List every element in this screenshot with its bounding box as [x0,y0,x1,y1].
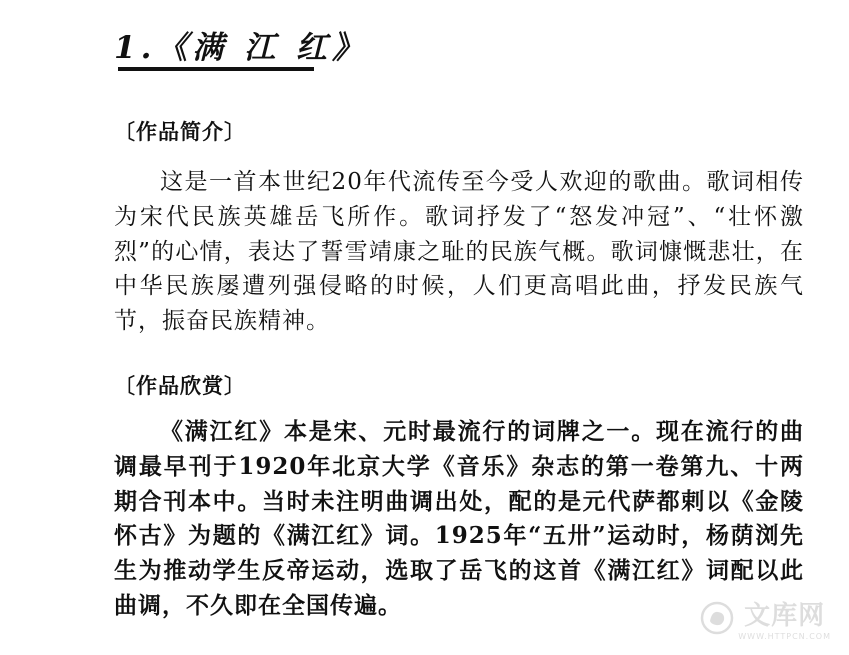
watermark-brand: 文库网 [744,601,826,631]
song-title: 1.《满 江 红》 [114,30,368,66]
section-heading-appreciation: 〔作品欣赏〕 [114,373,246,398]
section-heading-intro: 〔作品简介〕 [114,119,246,144]
fist-logo-icon [700,601,734,635]
watermark-text [738,595,831,641]
watermark [700,595,831,641]
section-body-appreciation: 《满江红》本是宋、元时最流行的词牌之一。现在流行的曲调最早刊于1920年北京大学《音乐》杂志的第一卷第九、十两期合刊本中。当时未注明曲调出处，配的是元代萨都剌以《金陵怀古》为题的《满江红》词。1925年“五卅”运动时，杨荫浏先生为推动学生反帝运动，选取了岳飞的这首《满江红》词配以此曲调，不久即在全国传遍。 [114,418,804,619]
watermark-url: WWW.HTTPCN.COM [738,632,831,641]
section-body-intro: 这是一首本世纪20年代流传至今受人欢迎的歌曲。歌词相传为宋代民族英雄岳飞所作。歌词抒发了“怒发冲冠”、“壮怀激烈”的心情，表达了誓雪靖康之耻的民族气概。歌词慷慨悲壮，在中华民族屡遭列强侵略的时候，人们更高唱此曲，抒发民族气节，振奋民族精神。 [114,169,804,335]
title-underline [118,67,314,71]
